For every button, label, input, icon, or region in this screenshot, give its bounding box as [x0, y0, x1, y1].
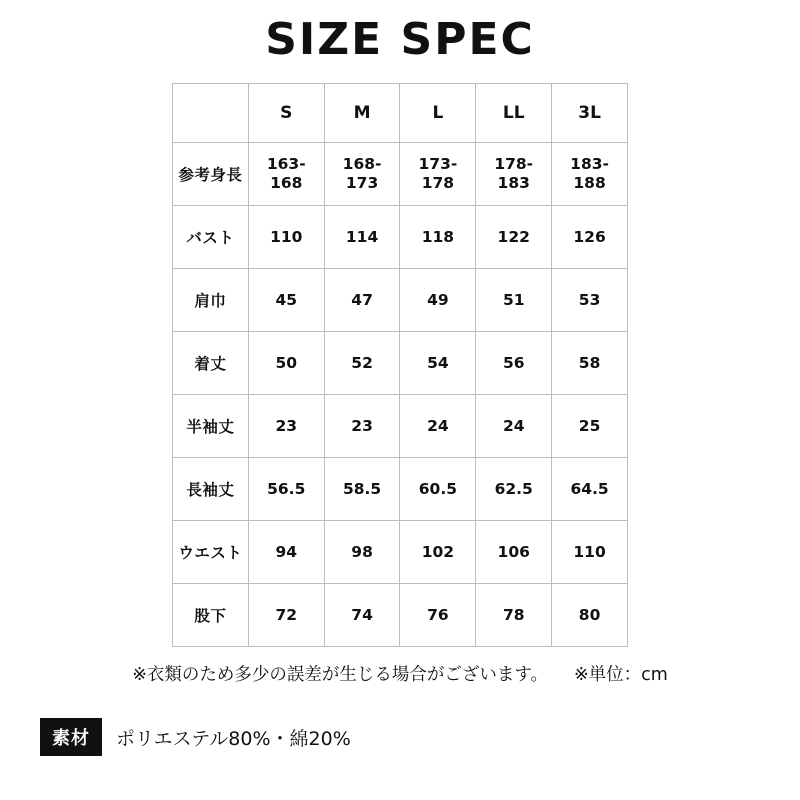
- row-label-short-sleeve: 半袖丈: [173, 395, 249, 458]
- table-corner-cell: [173, 84, 249, 143]
- table-row: [173, 395, 628, 458]
- cell-waist-l: 102: [400, 521, 476, 584]
- cell-shoulder-l: 49: [400, 269, 476, 332]
- cell-line-1: 183-: [570, 154, 609, 173]
- cell-long-sleeve-m: 58.5: [324, 458, 400, 521]
- cell-inseam-3l: 80: [552, 584, 628, 647]
- cell-length-3l: 58: [552, 332, 628, 395]
- notes-row: [0, 661, 800, 686]
- table-row: [173, 206, 628, 269]
- cell-inseam-m: 74: [324, 584, 400, 647]
- table-row: [173, 332, 628, 395]
- size-table-container: [172, 83, 628, 647]
- cell-line-2: 178: [421, 174, 455, 192]
- cell-length-s: 50: [248, 332, 324, 395]
- size-spec-table-body: [173, 84, 628, 647]
- row-label-bust: バスト: [173, 206, 249, 269]
- row-label-height: 参考身長: [173, 143, 249, 206]
- row-label-length: 着丈: [173, 332, 249, 395]
- row-label-inseam: 股下: [173, 584, 249, 647]
- cell-height-s: [248, 143, 324, 206]
- cell-shoulder-m: 47: [324, 269, 400, 332]
- table-row: [173, 521, 628, 584]
- material-text: ポリエステル80%・綿20%: [116, 727, 351, 750]
- material-row: [40, 718, 351, 756]
- cell-short-sleeve-m: 23: [324, 395, 400, 458]
- cell-line-2: 173: [345, 174, 379, 192]
- cell-length-ll: 56: [476, 332, 552, 395]
- row-label-long-sleeve: 長袖丈: [173, 458, 249, 521]
- cell-short-sleeve-s: 23: [248, 395, 324, 458]
- cell-short-sleeve-ll: 24: [476, 395, 552, 458]
- cell-waist-ll: 106: [476, 521, 552, 584]
- cell-short-sleeve-3l: 25: [552, 395, 628, 458]
- cell-height-m: [324, 143, 400, 206]
- cell-bust-s: 110: [248, 206, 324, 269]
- cell-inseam-s: 72: [248, 584, 324, 647]
- cell-length-m: 52: [324, 332, 400, 395]
- cell-height-ll: [476, 143, 552, 206]
- size-header-s: S: [248, 84, 324, 143]
- material-badge: 素材: [40, 718, 102, 756]
- cell-shoulder-3l: 53: [552, 269, 628, 332]
- cell-line-2: 188: [573, 174, 606, 192]
- cell-shoulder-ll: 51: [476, 269, 552, 332]
- cell-shoulder-s: 45: [248, 269, 324, 332]
- table-row: [173, 584, 628, 647]
- cell-line-1: 173-: [418, 154, 458, 173]
- table-header-row: [173, 84, 628, 143]
- cell-line-1: 163-: [266, 154, 306, 173]
- cell-waist-m: 98: [324, 521, 400, 584]
- cell-long-sleeve-ll: 62.5: [476, 458, 552, 521]
- row-label-waist: ウエスト: [173, 521, 249, 584]
- size-spec-table: [172, 83, 628, 647]
- cell-line-1: 178-: [494, 154, 534, 173]
- note-disclaimer: ※衣類のため多少の誤差が生じる場合がございます。: [132, 665, 548, 685]
- cell-line-2: 183: [497, 174, 530, 192]
- cell-inseam-ll: 78: [476, 584, 552, 647]
- cell-line-2: 168: [270, 174, 303, 192]
- cell-bust-m: 114: [324, 206, 400, 269]
- cell-bust-ll: 122: [476, 206, 552, 269]
- cell-long-sleeve-s: 56.5: [248, 458, 324, 521]
- cell-bust-l: 118: [400, 206, 476, 269]
- cell-waist-s: 94: [248, 521, 324, 584]
- cell-height-l: [400, 143, 476, 206]
- cell-line-1: 168-: [342, 154, 382, 173]
- size-header-l: L: [400, 84, 476, 143]
- cell-length-l: 54: [400, 332, 476, 395]
- size-header-3l: 3L: [552, 84, 628, 143]
- table-row: [173, 143, 628, 206]
- cell-short-sleeve-l: 24: [400, 395, 476, 458]
- size-header-m: M: [324, 84, 400, 143]
- size-header-ll: LL: [476, 84, 552, 143]
- cell-bust-3l: 126: [552, 206, 628, 269]
- table-row: [173, 269, 628, 332]
- table-row: [173, 458, 628, 521]
- cell-waist-3l: 110: [552, 521, 628, 584]
- cell-inseam-l: 76: [400, 584, 476, 647]
- cell-height-3l: [552, 143, 628, 206]
- cell-long-sleeve-l: 60.5: [400, 458, 476, 521]
- cell-long-sleeve-3l: 64.5: [552, 458, 628, 521]
- note-unit: ※単位：cm: [573, 665, 668, 685]
- row-label-shoulder: 肩巾: [173, 269, 249, 332]
- page-title: SIZE SPEC: [265, 14, 535, 65]
